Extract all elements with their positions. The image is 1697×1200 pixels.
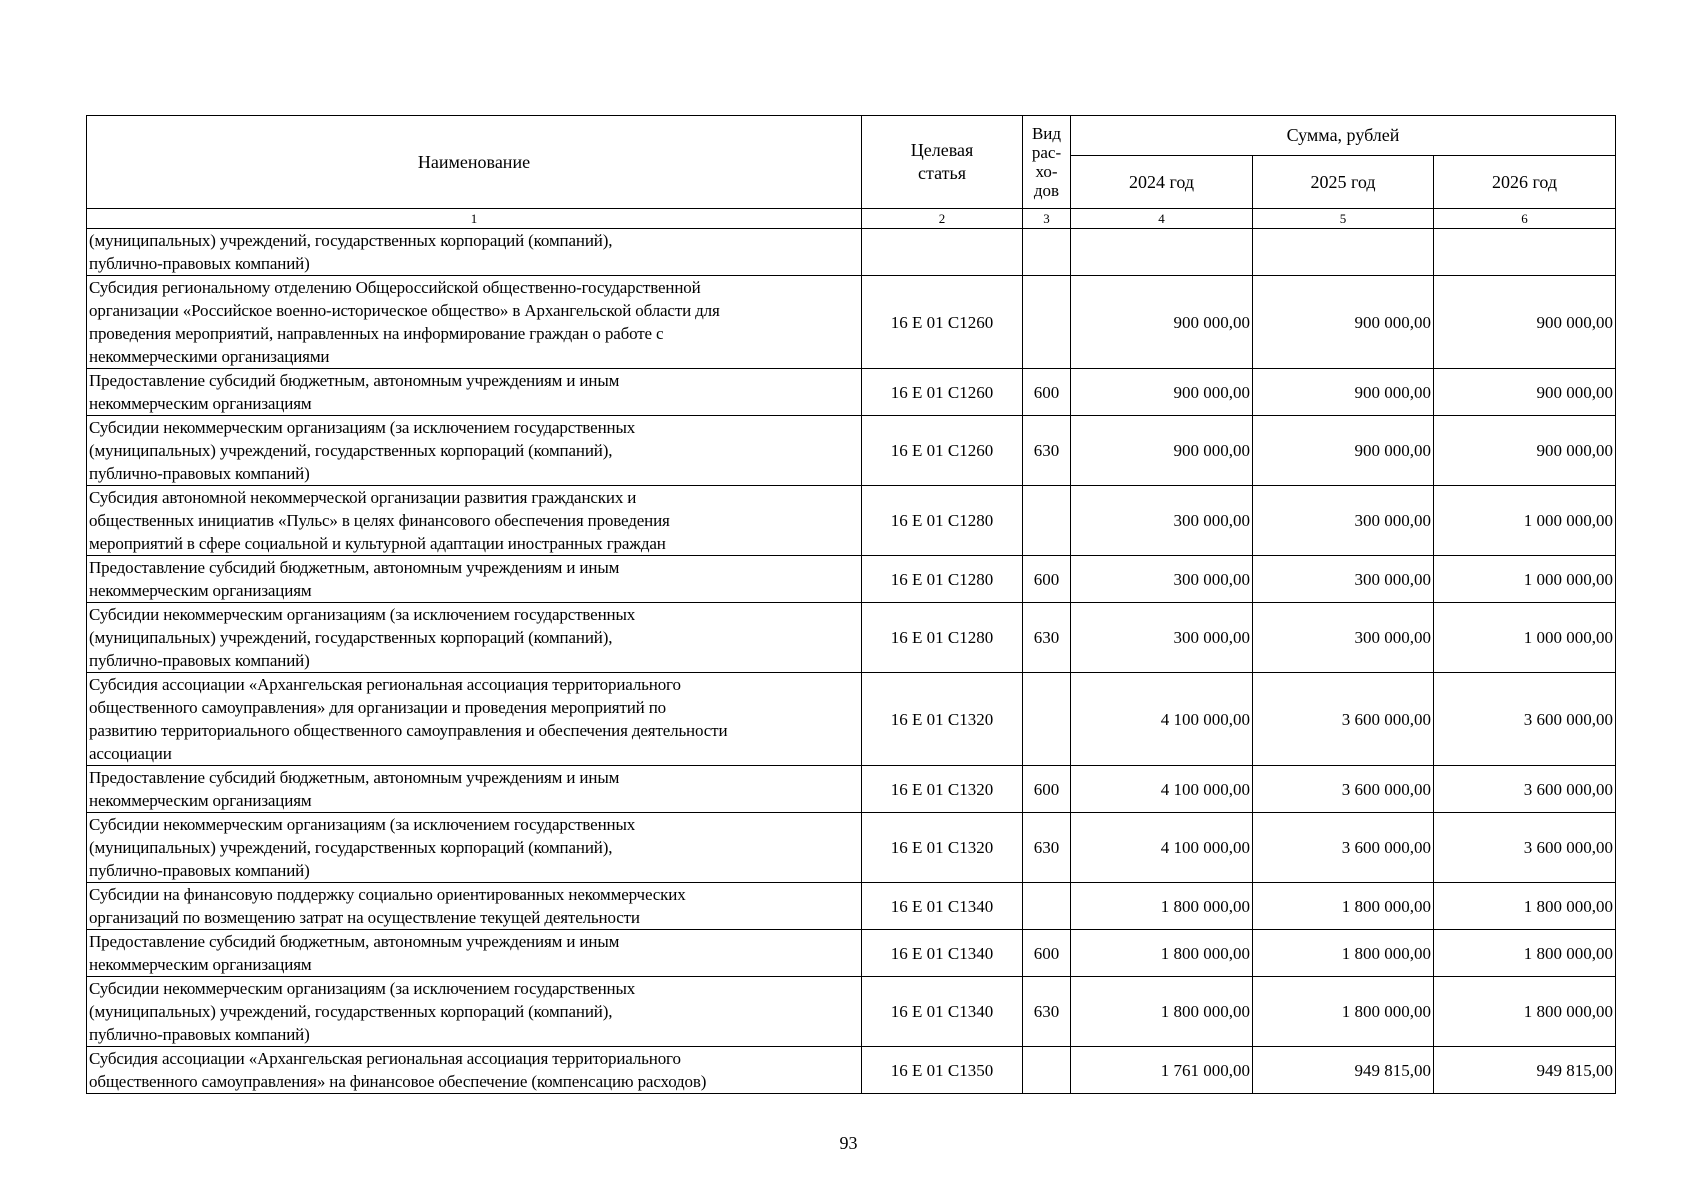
table-row: [87, 416, 1616, 486]
row-name-line: общественного самоуправления» для организации и проведения мероприятий по: [89, 698, 667, 717]
header-expense-type-line-3: хо-: [1035, 162, 1058, 181]
table-row: [87, 486, 1616, 556]
row-name-line: (муниципальных) учреждений, государственных корпораций (компаний),: [89, 1002, 613, 1021]
row-name: [87, 930, 862, 977]
row-expense-type: 630: [1023, 977, 1071, 1047]
row-name-line: развитию территориального общественного самоуправления и обеспечения деятельности: [89, 721, 728, 740]
row-sum-2026: 1 000 000,00: [1434, 486, 1616, 556]
row-name-line: некоммерческим организациям: [89, 581, 312, 600]
table-row: [87, 603, 1616, 673]
row-sum-2026: 3 600 000,00: [1434, 766, 1616, 813]
table-row: [87, 813, 1616, 883]
row-name-line: Субсидии некоммерческим организациям (за исключением государственных: [89, 979, 636, 998]
row-sum-2026: 949 815,00: [1434, 1047, 1616, 1094]
row-sum-2024: 1 800 000,00: [1071, 883, 1253, 930]
row-expense-type: 630: [1023, 416, 1071, 486]
table-body: [87, 229, 1616, 1094]
row-name: [87, 673, 862, 766]
row-name: [87, 416, 862, 486]
row-sum-2024: 1 761 000,00: [1071, 1047, 1253, 1094]
table-row: [87, 369, 1616, 416]
row-name-line: организации «Российское военно-историческое общество» в Архангельской области для: [89, 301, 720, 320]
header-expense-type-line-2: рас-: [1031, 143, 1062, 162]
row-sum-2025: [1253, 229, 1434, 276]
row-target-article: 16 Е 01 С1320: [862, 766, 1023, 813]
row-name: [87, 556, 862, 603]
row-name-line: публично-правовых компаний): [89, 861, 310, 880]
row-name-line: Предоставление субсидий бюджетным, автономным учреждениям и иным: [89, 558, 620, 577]
table-row: [87, 1047, 1616, 1094]
row-expense-type: [1023, 883, 1071, 930]
header-year-2024: 2024 год: [1071, 156, 1253, 209]
row-sum-2025: 1 800 000,00: [1253, 883, 1434, 930]
row-name-line: Субсидии на финансовую поддержку социально ориентированных некоммерческих: [89, 885, 686, 904]
row-sum-2025: 900 000,00: [1253, 416, 1434, 486]
row-sum-2025: 300 000,00: [1253, 486, 1434, 556]
row-sum-2024: 4 100 000,00: [1071, 766, 1253, 813]
row-sum-2024: 900 000,00: [1071, 276, 1253, 369]
row-name: [87, 977, 862, 1047]
header-name: Наименование: [87, 116, 862, 209]
row-sum-2024: 300 000,00: [1071, 556, 1253, 603]
row-expense-type: [1023, 486, 1071, 556]
row-sum-2026: 900 000,00: [1434, 416, 1616, 486]
row-name-line: публично-правовых компаний): [89, 1025, 310, 1044]
row-name: [87, 883, 862, 930]
header-year-2025: 2025 год: [1253, 156, 1434, 209]
row-sum-2025: 1 800 000,00: [1253, 930, 1434, 977]
table-row: [87, 766, 1616, 813]
row-name: [87, 813, 862, 883]
table-row: [87, 276, 1616, 369]
row-name-line: некоммерческими организациями: [89, 347, 330, 366]
column-number-1: 1: [87, 209, 862, 229]
row-name: [87, 1047, 862, 1094]
row-sum-2025: 300 000,00: [1253, 603, 1434, 673]
row-name-line: (муниципальных) учреждений, государственных корпораций (компаний),: [89, 628, 613, 647]
row-name-line: ассоциации: [89, 744, 172, 763]
row-sum-2026: 1 800 000,00: [1434, 930, 1616, 977]
row-name: [87, 229, 862, 276]
row-expense-type: 600: [1023, 369, 1071, 416]
row-target-article: 16 Е 01 С1280: [862, 556, 1023, 603]
row-sum-2024: 300 000,00: [1071, 486, 1253, 556]
row-name-line: (муниципальных) учреждений, государственных корпораций (компаний),: [89, 441, 613, 460]
column-number-4: 4: [1071, 209, 1253, 229]
row-name-line: Предоставление субсидий бюджетным, автономным учреждениям и иным: [89, 768, 620, 787]
row-sum-2025: 3 600 000,00: [1253, 813, 1434, 883]
row-sum-2025: 949 815,00: [1253, 1047, 1434, 1094]
row-target-article: 16 Е 01 С1340: [862, 930, 1023, 977]
row-sum-2025: 900 000,00: [1253, 276, 1434, 369]
row-expense-type: [1023, 1047, 1071, 1094]
row-name-line: Субсидии некоммерческим организациям (за исключением государственных: [89, 418, 636, 437]
header-year-2026: 2026 год: [1434, 156, 1616, 209]
header-expense-type-line-1: Вид: [1031, 124, 1062, 143]
row-sum-2025: 3 600 000,00: [1253, 673, 1434, 766]
row-expense-type: 600: [1023, 766, 1071, 813]
row-name-line: публично-правовых компаний): [89, 651, 310, 670]
row-name-line: Субсидия автономной некоммерческой организации развития гражданских и: [89, 488, 637, 507]
row-expense-type: 630: [1023, 603, 1071, 673]
row-sum-2026: 1 000 000,00: [1434, 556, 1616, 603]
row-name-line: мероприятий в сфере социальной и культурной адаптации иностранных граждан: [89, 534, 666, 553]
row-target-article: 16 Е 01 С1260: [862, 276, 1023, 369]
row-name: [87, 486, 862, 556]
row-expense-type: [1023, 276, 1071, 369]
row-sum-2026: 900 000,00: [1434, 369, 1616, 416]
row-name-line: организаций по возмещению затрат на осуществление текущей деятельности: [89, 908, 640, 927]
table-row: [87, 930, 1616, 977]
row-name: [87, 766, 862, 813]
table-row: [87, 673, 1616, 766]
row-target-article: 16 Е 01 С1320: [862, 673, 1023, 766]
row-name-line: Субсидия ассоциации «Архангельская региональная ассоциация территориального: [89, 675, 681, 694]
row-target-article: 16 Е 01 С1340: [862, 977, 1023, 1047]
row-sum-2025: 900 000,00: [1253, 369, 1434, 416]
row-target-article: 16 Е 01 С1260: [862, 416, 1023, 486]
row-target-article: 16 Е 01 С1280: [862, 603, 1023, 673]
row-target-article: 16 Е 01 С1260: [862, 369, 1023, 416]
row-name-line: общественного самоуправления» на финансовое обеспечение (компенсацию расходов): [89, 1072, 707, 1091]
row-sum-2026: 900 000,00: [1434, 276, 1616, 369]
header-sum: Сумма, рублей: [1071, 116, 1616, 156]
row-name: [87, 276, 862, 369]
row-sum-2025: 3 600 000,00: [1253, 766, 1434, 813]
column-number-2: 2: [862, 209, 1023, 229]
row-sum-2026: 1 000 000,00: [1434, 603, 1616, 673]
row-sum-2026: 3 600 000,00: [1434, 813, 1616, 883]
row-name-line: (муниципальных) учреждений, государственных корпораций (компаний),: [89, 838, 613, 857]
row-expense-type: [1023, 229, 1071, 276]
row-sum-2024: [1071, 229, 1253, 276]
row-name-line: Субсидии некоммерческим организациям (за исключением государственных: [89, 815, 636, 834]
row-sum-2024: 900 000,00: [1071, 369, 1253, 416]
column-number-3: 3: [1023, 209, 1071, 229]
table-row: [87, 977, 1616, 1047]
row-target-article: 16 Е 01 С1280: [862, 486, 1023, 556]
row-name-line: Предоставление субсидий бюджетным, автономным учреждениям и иным: [89, 371, 620, 390]
row-name-line: Предоставление субсидий бюджетным, автономным учреждениям и иным: [89, 932, 620, 951]
header-target-article: [862, 116, 1023, 209]
row-sum-2024: 4 100 000,00: [1071, 673, 1253, 766]
row-sum-2024: 300 000,00: [1071, 603, 1253, 673]
table-row: [87, 883, 1616, 930]
row-target-article: 16 Е 01 С1350: [862, 1047, 1023, 1094]
header-expense-type: [1023, 116, 1071, 209]
table-row: [87, 556, 1616, 603]
column-number-5: 5: [1253, 209, 1434, 229]
row-name-line: Субсидия ассоциации «Архангельская региональная ассоциация территориального: [89, 1049, 681, 1068]
row-target-article: [862, 229, 1023, 276]
row-name-line: проведения мероприятий, направленных на информирование граждан о работе с: [89, 324, 664, 343]
column-number-6: 6: [1434, 209, 1616, 229]
header-target-article-text: Целевая статья: [910, 140, 974, 183]
table-row: [87, 229, 1616, 276]
row-sum-2024: 1 800 000,00: [1071, 977, 1253, 1047]
row-sum-2026: 1 800 000,00: [1434, 977, 1616, 1047]
row-expense-type: [1023, 673, 1071, 766]
row-sum-2024: 1 800 000,00: [1071, 930, 1253, 977]
row-sum-2026: 1 800 000,00: [1434, 883, 1616, 930]
page-number: 93: [839, 1133, 858, 1153]
row-name-line: общественных инициатив «Пульс» в целях финансового обеспечения проведения: [89, 511, 670, 530]
row-name-line: Субсидии некоммерческим организациям (за исключением государственных: [89, 605, 636, 624]
row-name-line: некоммерческим организациям: [89, 394, 312, 413]
row-sum-2026: [1434, 229, 1616, 276]
row-expense-type: 600: [1023, 930, 1071, 977]
row-sum-2024: 4 100 000,00: [1071, 813, 1253, 883]
row-sum-2025: 1 800 000,00: [1253, 977, 1434, 1047]
row-name-line: Субсидия региональному отделению Общероссийской общественно-государственной: [89, 278, 701, 297]
row-expense-type: 630: [1023, 813, 1071, 883]
row-name-line: публично-правовых компаний): [89, 254, 310, 273]
row-name-line: некоммерческим организациям: [89, 955, 312, 974]
budget-table: [86, 115, 1616, 1094]
row-name-line: некоммерческим организациям: [89, 791, 312, 810]
header-expense-type-line-4: дов: [1033, 181, 1060, 200]
row-name-line: (муниципальных) учреждений, государственных корпораций (компаний),: [89, 231, 613, 250]
row-sum-2026: 3 600 000,00: [1434, 673, 1616, 766]
row-expense-type: 600: [1023, 556, 1071, 603]
row-name-line: публично-правовых компаний): [89, 464, 310, 483]
row-sum-2024: 900 000,00: [1071, 416, 1253, 486]
row-target-article: 16 Е 01 С1340: [862, 883, 1023, 930]
row-name: [87, 369, 862, 416]
row-sum-2025: 300 000,00: [1253, 556, 1434, 603]
row-name: [87, 603, 862, 673]
row-target-article: 16 Е 01 С1320: [862, 813, 1023, 883]
